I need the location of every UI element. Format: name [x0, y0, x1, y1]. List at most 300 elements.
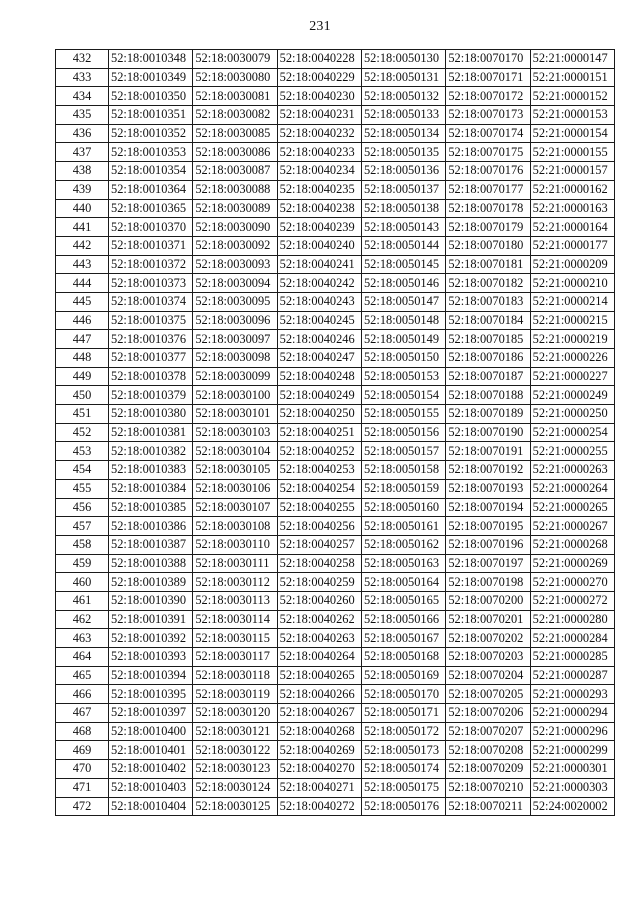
cadastral-number-cell: 52:18:0010385 [109, 498, 193, 517]
cadastral-number-cell: 52:21:0000152 [530, 87, 614, 106]
cadastral-number-cell: 52:18:0030111 [193, 554, 277, 573]
cadastral-number-cell: 52:18:0010350 [109, 87, 193, 106]
cadastral-number-cell: 52:18:0030123 [193, 760, 277, 779]
cadastral-number-cell: 52:18:0040230 [277, 87, 361, 106]
cadastral-number-cell: 52:18:0070206 [446, 704, 530, 723]
cadastral-number-cell: 52:18:0070204 [446, 666, 530, 685]
cadastral-number-cell: 52:18:0040249 [277, 386, 361, 405]
cadastral-number-cell: 52:18:0040233 [277, 143, 361, 162]
cadastral-number-cell: 52:21:0000267 [530, 517, 614, 536]
cadastral-number-cell: 52:21:0000164 [530, 218, 614, 237]
cadastral-number-cell: 52:18:0010372 [109, 255, 193, 274]
table-row [56, 162, 615, 181]
row-number-cell: 434 [56, 87, 109, 106]
cadastral-number-cell: 52:18:0010386 [109, 517, 193, 536]
cadastral-number-cell: 52:18:0050165 [361, 591, 445, 610]
cadastral-number-cell: 52:21:0000284 [530, 629, 614, 648]
cadastral-number-cell: 52:18:0070205 [446, 685, 530, 704]
cadastral-number-cell: 52:18:0010376 [109, 330, 193, 349]
cadastral-number-cell: 52:21:0000155 [530, 143, 614, 162]
cadastral-number-cell: 52:18:0070209 [446, 760, 530, 779]
table-row [56, 498, 615, 517]
cadastral-number-cell: 52:21:0000294 [530, 704, 614, 723]
cadastral-number-cell: 52:18:0040270 [277, 760, 361, 779]
cadastral-number-cell: 52:18:0040254 [277, 479, 361, 498]
cadastral-number-cell: 52:18:0030112 [193, 573, 277, 592]
cadastral-number-cell: 52:18:0070171 [446, 68, 530, 87]
cadastral-number-cell: 52:18:0030082 [193, 106, 277, 125]
cadastral-number-cell: 52:18:0010391 [109, 610, 193, 629]
row-number-cell: 457 [56, 517, 109, 536]
cadastral-number-cell: 52:18:0040240 [277, 236, 361, 255]
table-row [56, 629, 615, 648]
table-row [56, 367, 615, 386]
cadastral-number-cell: 52:18:0040248 [277, 367, 361, 386]
cadastral-number-cell: 52:18:0070192 [446, 461, 530, 480]
cadastral-number-cell: 52:21:0000269 [530, 554, 614, 573]
cadastral-number-cell: 52:18:0070176 [446, 162, 530, 181]
table-row [56, 760, 615, 779]
table-row [56, 610, 615, 629]
cadastral-number-cell: 52:21:0000301 [530, 760, 614, 779]
cadastral-number-cell: 52:18:0050132 [361, 87, 445, 106]
table-row [56, 405, 615, 424]
cadastral-number-cell: 52:18:0010404 [109, 797, 193, 816]
cadastral-number-cell: 52:18:0040260 [277, 591, 361, 610]
cadastral-number-cell: 52:18:0030086 [193, 143, 277, 162]
row-number-cell: 460 [56, 573, 109, 592]
cadastral-number-cell: 52:18:0040232 [277, 124, 361, 143]
table-row [56, 106, 615, 125]
cadastral-number-cell: 52:21:0000268 [530, 535, 614, 554]
cadastral-number-cell: 52:18:0050164 [361, 573, 445, 592]
row-number-cell: 435 [56, 106, 109, 125]
cadastral-number-cell: 52:18:0010374 [109, 292, 193, 311]
table-row [56, 704, 615, 723]
row-number-cell: 462 [56, 610, 109, 629]
cadastral-number-cell: 52:18:0030097 [193, 330, 277, 349]
cadastral-number-cell: 52:18:0070183 [446, 292, 530, 311]
row-number-cell: 432 [56, 50, 109, 69]
cadastral-number-cell: 52:18:0030104 [193, 442, 277, 461]
table-row [56, 479, 615, 498]
cadastral-number-cell: 52:18:0030107 [193, 498, 277, 517]
cadastral-number-cell: 52:18:0070195 [446, 517, 530, 536]
cadastral-number-cell: 52:21:0000303 [530, 778, 614, 797]
cadastral-number-cell: 52:18:0030121 [193, 722, 277, 741]
cadastral-number-cell: 52:18:0010373 [109, 274, 193, 293]
cadastral-number-cell: 52:18:0040255 [277, 498, 361, 517]
cadastral-number-cell: 52:18:0040242 [277, 274, 361, 293]
page-number: 231 [309, 19, 331, 34]
cadastral-number-cell: 52:18:0040234 [277, 162, 361, 181]
cadastral-number-cell: 52:18:0070188 [446, 386, 530, 405]
row-number-cell: 468 [56, 722, 109, 741]
cadastral-number-cell: 52:18:0010379 [109, 386, 193, 405]
cadastral-number-cell: 52:18:0070202 [446, 629, 530, 648]
table-row [56, 535, 615, 554]
cadastral-number-cell: 52:18:0050160 [361, 498, 445, 517]
cadastral-number-cell: 52:18:0050162 [361, 535, 445, 554]
cadastral-number-cell: 52:18:0010364 [109, 180, 193, 199]
cadastral-number-cell: 52:18:0050158 [361, 461, 445, 480]
cadastral-number-cell: 52:18:0050137 [361, 180, 445, 199]
cadastral-number-cell: 52:18:0070174 [446, 124, 530, 143]
cadastral-number-cell: 52:21:0000162 [530, 180, 614, 199]
row-number-cell: 448 [56, 349, 109, 368]
cadastral-number-cell: 52:18:0040235 [277, 180, 361, 199]
row-number-cell: 453 [56, 442, 109, 461]
row-number-cell: 445 [56, 292, 109, 311]
table-row [56, 573, 615, 592]
cadastral-number-cell: 52:18:0050173 [361, 741, 445, 760]
cadastral-number-cell: 52:18:0050172 [361, 722, 445, 741]
cadastral-number-cell: 52:18:0070208 [446, 741, 530, 760]
cadastral-number-cell: 52:18:0010371 [109, 236, 193, 255]
row-number-cell: 441 [56, 218, 109, 237]
cadastral-number-cell: 52:18:0030079 [193, 50, 277, 69]
cadastral-number-cell: 52:18:0070191 [446, 442, 530, 461]
cadastral-number-cell: 52:18:0050138 [361, 199, 445, 218]
cadastral-number-cell: 52:18:0050148 [361, 311, 445, 330]
cadastral-number-cell: 52:18:0030120 [193, 704, 277, 723]
cadastral-number-cell: 52:18:0050147 [361, 292, 445, 311]
table-row [56, 423, 615, 442]
cadastral-number-cell: 52:18:0050166 [361, 610, 445, 629]
cadastral-number-cell: 52:18:0010375 [109, 311, 193, 330]
cadastral-number-cell: 52:18:0040243 [277, 292, 361, 311]
cadastral-number-cell: 52:18:0050130 [361, 50, 445, 69]
cadastral-number-cell: 52:18:0070184 [446, 311, 530, 330]
cadastral-number-cell: 52:18:0030099 [193, 367, 277, 386]
cadastral-number-cell: 52:21:0000255 [530, 442, 614, 461]
row-number-cell: 454 [56, 461, 109, 480]
cadastral-number-cell: 52:18:0010354 [109, 162, 193, 181]
cadastral-number-cell: 52:18:0030095 [193, 292, 277, 311]
cadastral-number-cell: 52:18:0070172 [446, 87, 530, 106]
row-number-cell: 459 [56, 554, 109, 573]
cadastral-number-cell: 52:21:0000214 [530, 292, 614, 311]
cadastral-number-cell: 52:18:0040239 [277, 218, 361, 237]
cadastral-number-cell: 52:18:0040258 [277, 554, 361, 573]
cadastral-number-cell: 52:18:0070185 [446, 330, 530, 349]
cadastral-number-cell: 52:18:0040247 [277, 349, 361, 368]
cadastral-number-cell: 52:18:0030088 [193, 180, 277, 199]
table-row [56, 778, 615, 797]
cadastral-number-cell: 52:18:0030114 [193, 610, 277, 629]
cadastral-number-cell: 52:18:0030110 [193, 535, 277, 554]
cadastral-number-cell: 52:21:0000215 [530, 311, 614, 330]
cadastral-number-cell: 52:18:0030098 [193, 349, 277, 368]
cadastral-number-cell: 52:18:0050163 [361, 554, 445, 573]
table-body [56, 50, 615, 816]
table-row [56, 50, 615, 69]
cadastral-number-cell: 52:18:0030122 [193, 741, 277, 760]
cadastral-number-cell: 52:21:0000177 [530, 236, 614, 255]
cadastral-number-cell: 52:18:0030119 [193, 685, 277, 704]
cadastral-number-cell: 52:18:0070201 [446, 610, 530, 629]
cadastral-number-cell: 52:18:0050168 [361, 648, 445, 667]
cadastral-number-cell: 52:18:0070210 [446, 778, 530, 797]
table-row [56, 255, 615, 274]
cadastral-number-cell: 52:18:0010390 [109, 591, 193, 610]
cadastral-number-cell: 52:18:0010383 [109, 461, 193, 480]
cadastral-number-cell: 52:18:0040238 [277, 199, 361, 218]
cadastral-number-cell: 52:18:0040246 [277, 330, 361, 349]
cadastral-number-cell: 52:21:0000209 [530, 255, 614, 274]
cadastral-number-cell: 52:18:0010352 [109, 124, 193, 143]
cadastral-number-cell: 52:18:0050134 [361, 124, 445, 143]
cadastral-number-cell: 52:21:0000272 [530, 591, 614, 610]
cadastral-number-cell: 52:21:0000285 [530, 648, 614, 667]
cadastral-number-cell: 52:18:0010392 [109, 629, 193, 648]
cadastral-number-cell: 52:21:0000287 [530, 666, 614, 685]
cadastral-number-cell: 52:18:0030105 [193, 461, 277, 480]
cadastral-number-cell: 52:18:0030124 [193, 778, 277, 797]
cadastral-number-cell: 52:18:0010403 [109, 778, 193, 797]
cadastral-number-cell: 52:18:0010388 [109, 554, 193, 573]
row-number-cell: 461 [56, 591, 109, 610]
cadastral-number-cell: 52:24:0020002 [530, 797, 614, 816]
cadastral-number-cell: 52:21:0000249 [530, 386, 614, 405]
cadastral-number-cell: 52:18:0070203 [446, 648, 530, 667]
row-number-cell: 436 [56, 124, 109, 143]
cadastral-number-cell: 52:21:0000227 [530, 367, 614, 386]
cadastral-number-cell: 52:18:0010387 [109, 535, 193, 554]
cadastral-number-cell: 52:18:0010397 [109, 704, 193, 723]
row-number-cell: 449 [56, 367, 109, 386]
cadastral-number-cell: 52:18:0030094 [193, 274, 277, 293]
cadastral-number-cell: 52:18:0050136 [361, 162, 445, 181]
cadastral-number-cell: 52:18:0050170 [361, 685, 445, 704]
table-row [56, 199, 615, 218]
cadastral-number-cell: 52:21:0000163 [530, 199, 614, 218]
cadastral-number-cell: 52:21:0000157 [530, 162, 614, 181]
cadastral-number-cell: 52:18:0070200 [446, 591, 530, 610]
cadastral-number-cell: 52:18:0050155 [361, 405, 445, 424]
cadastral-number-cell: 52:18:0010384 [109, 479, 193, 498]
row-number-cell: 467 [56, 704, 109, 723]
cadastral-number-cell: 52:18:0050156 [361, 423, 445, 442]
cadastral-number-cell: 52:18:0050133 [361, 106, 445, 125]
row-number-cell: 471 [56, 778, 109, 797]
cadastral-number-cell: 52:21:0000293 [530, 685, 614, 704]
cadastral-number-cell: 52:18:0010370 [109, 218, 193, 237]
cadastral-number-cell: 52:21:0000210 [530, 274, 614, 293]
cadastral-number-cell: 52:18:0010401 [109, 741, 193, 760]
row-number-cell: 465 [56, 666, 109, 685]
table-row [56, 666, 615, 685]
cadastral-number-cell: 52:18:0030118 [193, 666, 277, 685]
cadastral-number-cell: 52:18:0010382 [109, 442, 193, 461]
cadastral-number-cell: 52:18:0040241 [277, 255, 361, 274]
row-number-cell: 439 [56, 180, 109, 199]
cadastral-number-cell: 52:18:0040253 [277, 461, 361, 480]
table-row [56, 87, 615, 106]
row-number-cell: 443 [56, 255, 109, 274]
cadastral-number-cell: 52:18:0030089 [193, 199, 277, 218]
cadastral-number-cell: 52:21:0000254 [530, 423, 614, 442]
cadastral-number-cell: 52:18:0030090 [193, 218, 277, 237]
cadastral-number-cell: 52:18:0050144 [361, 236, 445, 255]
table-row [56, 349, 615, 368]
cadastral-number-cell: 52:18:0030103 [193, 423, 277, 442]
row-number-cell: 466 [56, 685, 109, 704]
cadastral-number-cell: 52:18:0050150 [361, 349, 445, 368]
cadastral-number-cell: 52:18:0050143 [361, 218, 445, 237]
row-number-cell: 444 [56, 274, 109, 293]
cadastral-number-cell: 52:18:0010378 [109, 367, 193, 386]
cadastral-number-cell: 52:18:0050146 [361, 274, 445, 293]
cadastral-number-cell: 52:18:0040257 [277, 535, 361, 554]
table-row [56, 741, 615, 760]
cadastral-number-cell: 52:18:0050145 [361, 255, 445, 274]
cadastral-number-cell: 52:18:0010380 [109, 405, 193, 424]
cadastral-number-cell: 52:18:0050149 [361, 330, 445, 349]
cadastral-number-cell: 52:21:0000226 [530, 349, 614, 368]
cadastral-number-cell: 52:18:0030117 [193, 648, 277, 667]
cadastral-number-cell: 52:18:0050167 [361, 629, 445, 648]
row-number-cell: 463 [56, 629, 109, 648]
table-row [56, 68, 615, 87]
cadastral-number-cell: 52:18:0070187 [446, 367, 530, 386]
table-row [56, 330, 615, 349]
table-row [56, 124, 615, 143]
table-row [56, 218, 615, 237]
cadastral-number-cell: 52:18:0030108 [193, 517, 277, 536]
cadastral-number-cell: 52:18:0070198 [446, 573, 530, 592]
cadastral-number-cell: 52:18:0070179 [446, 218, 530, 237]
cadastral-number-cell: 52:18:0050159 [361, 479, 445, 498]
cadastral-number-cell: 52:21:0000280 [530, 610, 614, 629]
cadastral-number-cell: 52:18:0010377 [109, 349, 193, 368]
table-row [56, 143, 615, 162]
cadastral-number-cell: 52:18:0030081 [193, 87, 277, 106]
cadastral-number-cell: 52:18:0030106 [193, 479, 277, 498]
table-row [56, 236, 615, 255]
cadastral-number-cell: 52:18:0050176 [361, 797, 445, 816]
cadastral-number-cell: 52:18:0050161 [361, 517, 445, 536]
row-number-cell: 458 [56, 535, 109, 554]
cadastral-number-cell: 52:18:0050135 [361, 143, 445, 162]
cadastral-number-cell: 52:21:0000147 [530, 50, 614, 69]
cadastral-number-cell: 52:18:0050171 [361, 704, 445, 723]
cadastral-number-cell: 52:18:0050153 [361, 367, 445, 386]
cadastral-number-cell: 52:21:0000270 [530, 573, 614, 592]
cadastral-number-cell: 52:18:0010402 [109, 760, 193, 779]
table-row [56, 797, 615, 816]
cadastral-number-cell: 52:18:0030115 [193, 629, 277, 648]
cadastral-number-cell: 52:18:0070180 [446, 236, 530, 255]
cadastral-number-cell: 52:18:0010351 [109, 106, 193, 125]
cadastral-number-cell: 52:18:0040267 [277, 704, 361, 723]
cadastral-number-cell: 52:18:0010394 [109, 666, 193, 685]
cadastral-number-cell: 52:18:0040265 [277, 666, 361, 685]
row-number-cell: 464 [56, 648, 109, 667]
cadastral-number-cell: 52:18:0070182 [446, 274, 530, 293]
cadastral-number-cell: 52:18:0030093 [193, 255, 277, 274]
cadastral-number-cell: 52:18:0050131 [361, 68, 445, 87]
cadastral-number-cell: 52:21:0000153 [530, 106, 614, 125]
cadastral-number-cell: 52:18:0050175 [361, 778, 445, 797]
cadastral-number-cell: 52:18:0070194 [446, 498, 530, 517]
cadastral-number-cell: 52:21:0000151 [530, 68, 614, 87]
row-number-cell: 442 [56, 236, 109, 255]
cadastral-number-cell: 52:18:0070173 [446, 106, 530, 125]
cadastral-number-cell: 52:18:0070181 [446, 255, 530, 274]
cadastral-number-cell: 52:18:0070207 [446, 722, 530, 741]
cadastral-number-cell: 52:18:0040228 [277, 50, 361, 69]
cadastral-number-cell: 52:18:0040271 [277, 778, 361, 797]
cadastral-number-cell: 52:18:0030092 [193, 236, 277, 255]
cadastral-number-cell: 52:18:0030113 [193, 591, 277, 610]
table-row [56, 517, 615, 536]
cadastral-number-cell: 52:18:0040268 [277, 722, 361, 741]
cadastral-number-cell: 52:21:0000299 [530, 741, 614, 760]
cadastral-number-cell: 52:18:0070193 [446, 479, 530, 498]
cadastral-number-cell: 52:18:0010389 [109, 573, 193, 592]
cadastral-number-cell: 52:18:0030096 [193, 311, 277, 330]
row-number-cell: 446 [56, 311, 109, 330]
table-row [56, 386, 615, 405]
cadastral-number-cell: 52:18:0010365 [109, 199, 193, 218]
cadastral-number-cell: 52:18:0040266 [277, 685, 361, 704]
row-number-cell: 440 [56, 199, 109, 218]
cadastral-number-cell: 52:18:0050174 [361, 760, 445, 779]
cadastral-number-cell: 52:18:0050154 [361, 386, 445, 405]
table-row [56, 274, 615, 293]
row-number-cell: 452 [56, 423, 109, 442]
cadastral-number-cell: 52:18:0050157 [361, 442, 445, 461]
cadastral-number-cell: 52:18:0040269 [277, 741, 361, 760]
cadastral-number-cell: 52:18:0070197 [446, 554, 530, 573]
row-number-cell: 456 [56, 498, 109, 517]
cadastral-number-cell: 52:18:0010395 [109, 685, 193, 704]
cadastral-number-cell: 52:18:0040229 [277, 68, 361, 87]
cadastral-number-cell: 52:18:0040262 [277, 610, 361, 629]
table-row [56, 180, 615, 199]
cadastral-number-cell: 52:18:0030101 [193, 405, 277, 424]
cadastral-number-cell: 52:18:0010353 [109, 143, 193, 162]
row-number-cell: 438 [56, 162, 109, 181]
row-number-cell: 455 [56, 479, 109, 498]
cadastral-number-cell: 52:21:0000265 [530, 498, 614, 517]
cadastral-number-cell: 52:18:0030085 [193, 124, 277, 143]
cadastral-number-cell: 52:18:0040272 [277, 797, 361, 816]
row-number-cell: 469 [56, 741, 109, 760]
cadastral-number-cell: 52:18:0070190 [446, 423, 530, 442]
cadastral-number-cell: 52:18:0030080 [193, 68, 277, 87]
row-number-cell: 433 [56, 68, 109, 87]
cadastral-number-cell: 52:18:0010349 [109, 68, 193, 87]
cadastral-number-cell: 52:18:0070196 [446, 535, 530, 554]
cadastral-number-cell: 52:18:0040245 [277, 311, 361, 330]
row-number-cell: 472 [56, 797, 109, 816]
cadastral-number-cell: 52:18:0040250 [277, 405, 361, 424]
table-row [56, 591, 615, 610]
cadastral-number-cell: 52:18:0030087 [193, 162, 277, 181]
cadastral-number-cell: 52:18:0040256 [277, 517, 361, 536]
row-number-cell: 470 [56, 760, 109, 779]
table-row [56, 442, 615, 461]
cadastral-number-cell: 52:18:0070189 [446, 405, 530, 424]
cadastral-number-cell: 52:21:0000263 [530, 461, 614, 480]
row-number-cell: 450 [56, 386, 109, 405]
cadastral-number-cell: 52:18:0070170 [446, 50, 530, 69]
table-row [56, 722, 615, 741]
table-row [56, 685, 615, 704]
row-number-cell: 451 [56, 405, 109, 424]
